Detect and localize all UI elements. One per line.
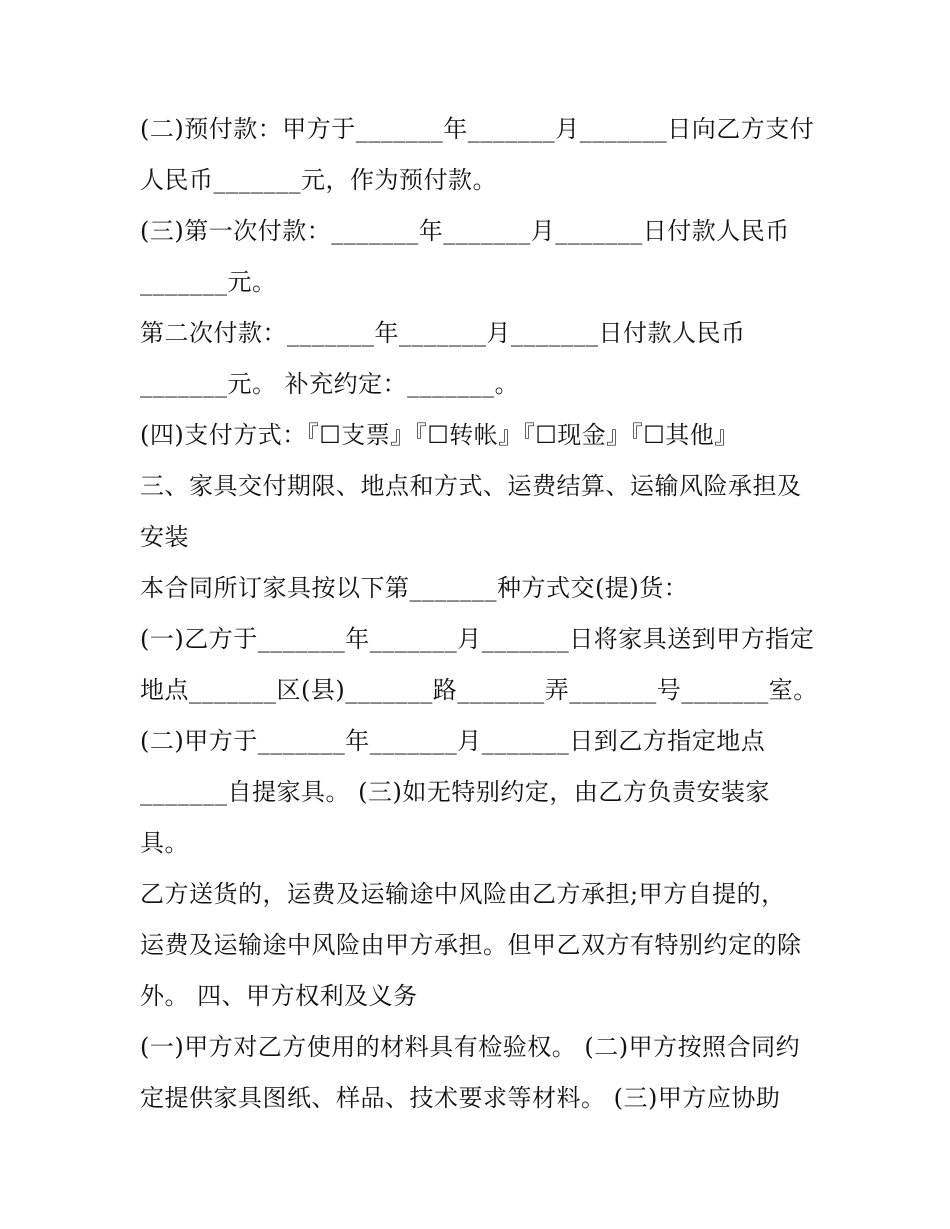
text-line: 地点_______区(县)_______路_______弄_______号_______室。	[140, 676, 818, 704]
text-line: 定提供家具图纸、样品、技术要求等材料。 (三)甲方应协助	[140, 1084, 781, 1112]
section-heading: 三、家具交付期限、地点和方式、运费结算、运输风险承担及	[140, 472, 802, 500]
text-line: (二)甲方于_______年_______月_______日到乙方指定地点	[140, 727, 766, 755]
text-line: 运费及运输途中风险由甲方承担。但甲乙双方有特别约定的除	[140, 931, 802, 959]
text-line: _______自提家具。 (三)如无特别约定，由乙方负责安装家	[140, 778, 770, 806]
text-line: (四)支付方式：『☐支票』『☐转帐』『☐现金』『☐其他』	[140, 421, 739, 449]
text-line: 乙方送货的，运费及运输途中风险由乙方承担;甲方自提的，	[140, 880, 786, 908]
text-line: (一)甲方对乙方使用的材料具有检验权。 (二)甲方按照合同约	[140, 1033, 801, 1061]
section-heading: 安装	[140, 523, 189, 551]
text-line: 第二次付款：_______年_______月_______日付款人民币	[140, 319, 746, 347]
text-line: 外。 四、甲方权利及义务	[140, 982, 418, 1010]
text-line: _______元。 补充约定：_______。	[140, 370, 520, 398]
text-line: (一)乙方于_______年_______月_______日将家具送到甲方指定	[140, 625, 815, 653]
text-line: (三)第一次付款：_______年_______月_______日付款人民币	[140, 217, 790, 245]
text-line: _______元。	[140, 268, 277, 296]
contract-text	[140, 104, 820, 1124]
text-line: 本合同所订家具按以下第_______种方式交(提)货：	[140, 574, 689, 602]
text-line: 人民币_______元，作为预付款。	[140, 166, 497, 194]
text-line: 具。	[140, 829, 189, 857]
text-line: (二)预付款：甲方于_______年_______月_______日向乙方支付	[140, 115, 815, 143]
